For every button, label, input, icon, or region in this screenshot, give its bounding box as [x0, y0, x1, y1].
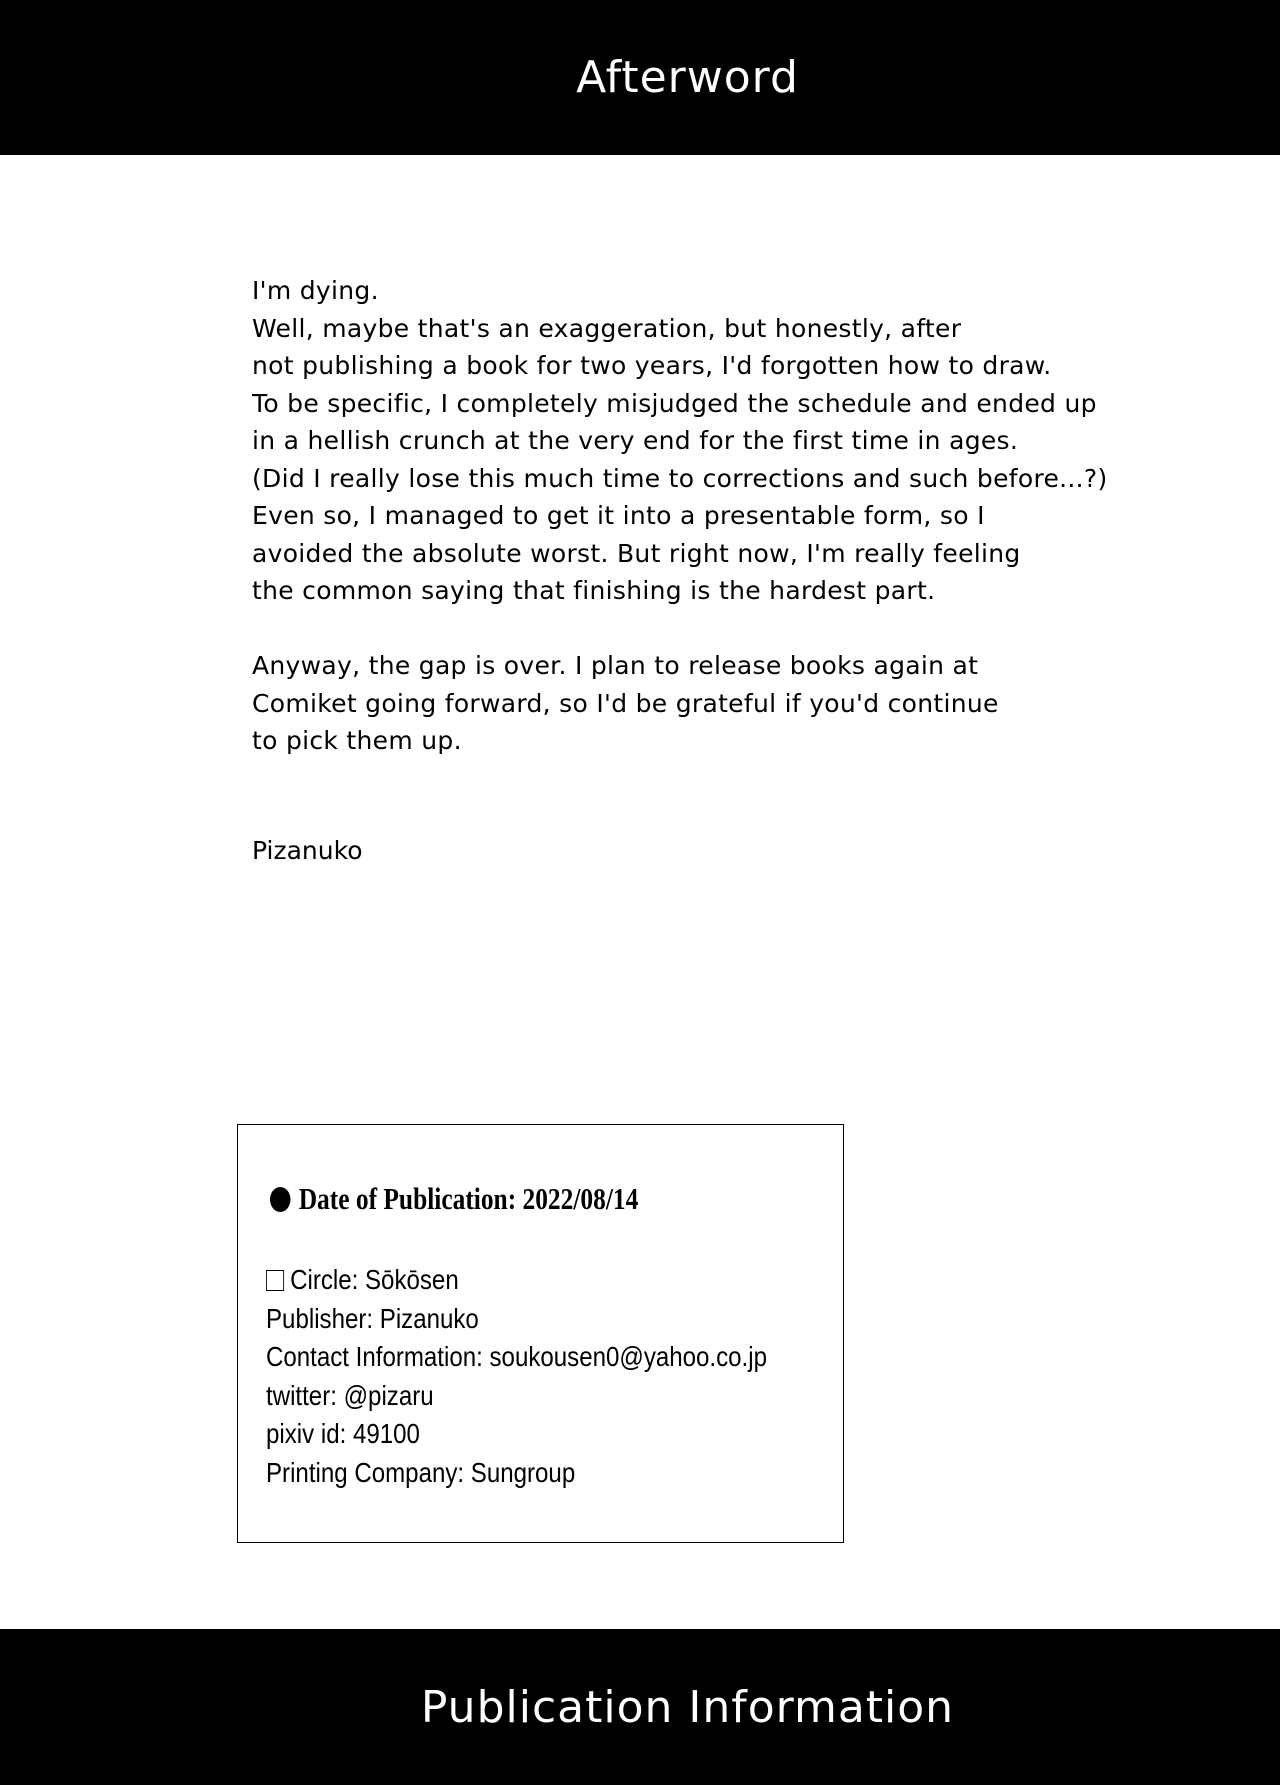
afterword-paragraph	[252, 272, 1252, 610]
afterword-line: Comiket going forward, so I'd be grateful if you'd continue	[252, 688, 999, 718]
pixiv-row: pixiv id: 49100	[266, 1418, 420, 1449]
afterword-line: I'm dying.	[252, 276, 379, 305]
afterword-header	[0, 0, 1280, 155]
afterword-line: (Did I really lose this much time to corrections and such before...?)	[252, 463, 1108, 493]
contact-row: Contact Information: soukousen0@yahoo.co.jp	[266, 1341, 767, 1372]
twitter-row: twitter: @pizaru	[266, 1379, 434, 1411]
printing-company-row: Printing Company: Sungroup	[266, 1456, 576, 1488]
square-outline-icon	[266, 1270, 284, 1291]
publication-info-footer	[0, 1629, 1280, 1785]
circle-name: Circle: Sōkōsen	[290, 1264, 459, 1295]
publication-info-title: Publication Information	[420, 1681, 955, 1733]
bullet-circle-icon	[270, 1187, 291, 1212]
publication-date: Date of Publication: 2022/08/14	[298, 1181, 639, 1216]
publisher-row: Publisher: Pizanuko	[266, 1302, 479, 1334]
afterword-line: not publishing a book for two years, I'd forgotten how to draw.	[252, 351, 1052, 380]
afterword-line: Anyway, the gap is over. I plan to release books again at	[252, 651, 979, 680]
afterword-title: Afterword	[576, 52, 799, 103]
afterword-line: Even so, I managed to get it into a presentable form, so I	[252, 501, 985, 530]
afterword-paragraph	[252, 647, 1252, 760]
publication-date-line	[270, 1181, 638, 1217]
publication-info-box	[237, 1124, 844, 1543]
author-signature: Pizanuko	[252, 836, 363, 865]
afterword-line: the common saying that finishing is the hardest part.	[252, 576, 936, 605]
afterword-line: in a hellish crunch at the very end for the first time in ages.	[252, 426, 1019, 455]
circle-row	[266, 1261, 767, 1300]
afterword-line: Well, maybe that's an exaggeration, but honestly, after	[252, 313, 962, 343]
afterword-line: to pick them up.	[252, 726, 462, 755]
afterword-line: avoided the absolute worst. But right now, I'm really feeling	[252, 538, 1021, 568]
afterword-line: To be specific, I completely misjudged the schedule and ended up	[252, 388, 1097, 418]
afterword-body	[252, 272, 1252, 797]
publication-details	[266, 1261, 767, 1492]
